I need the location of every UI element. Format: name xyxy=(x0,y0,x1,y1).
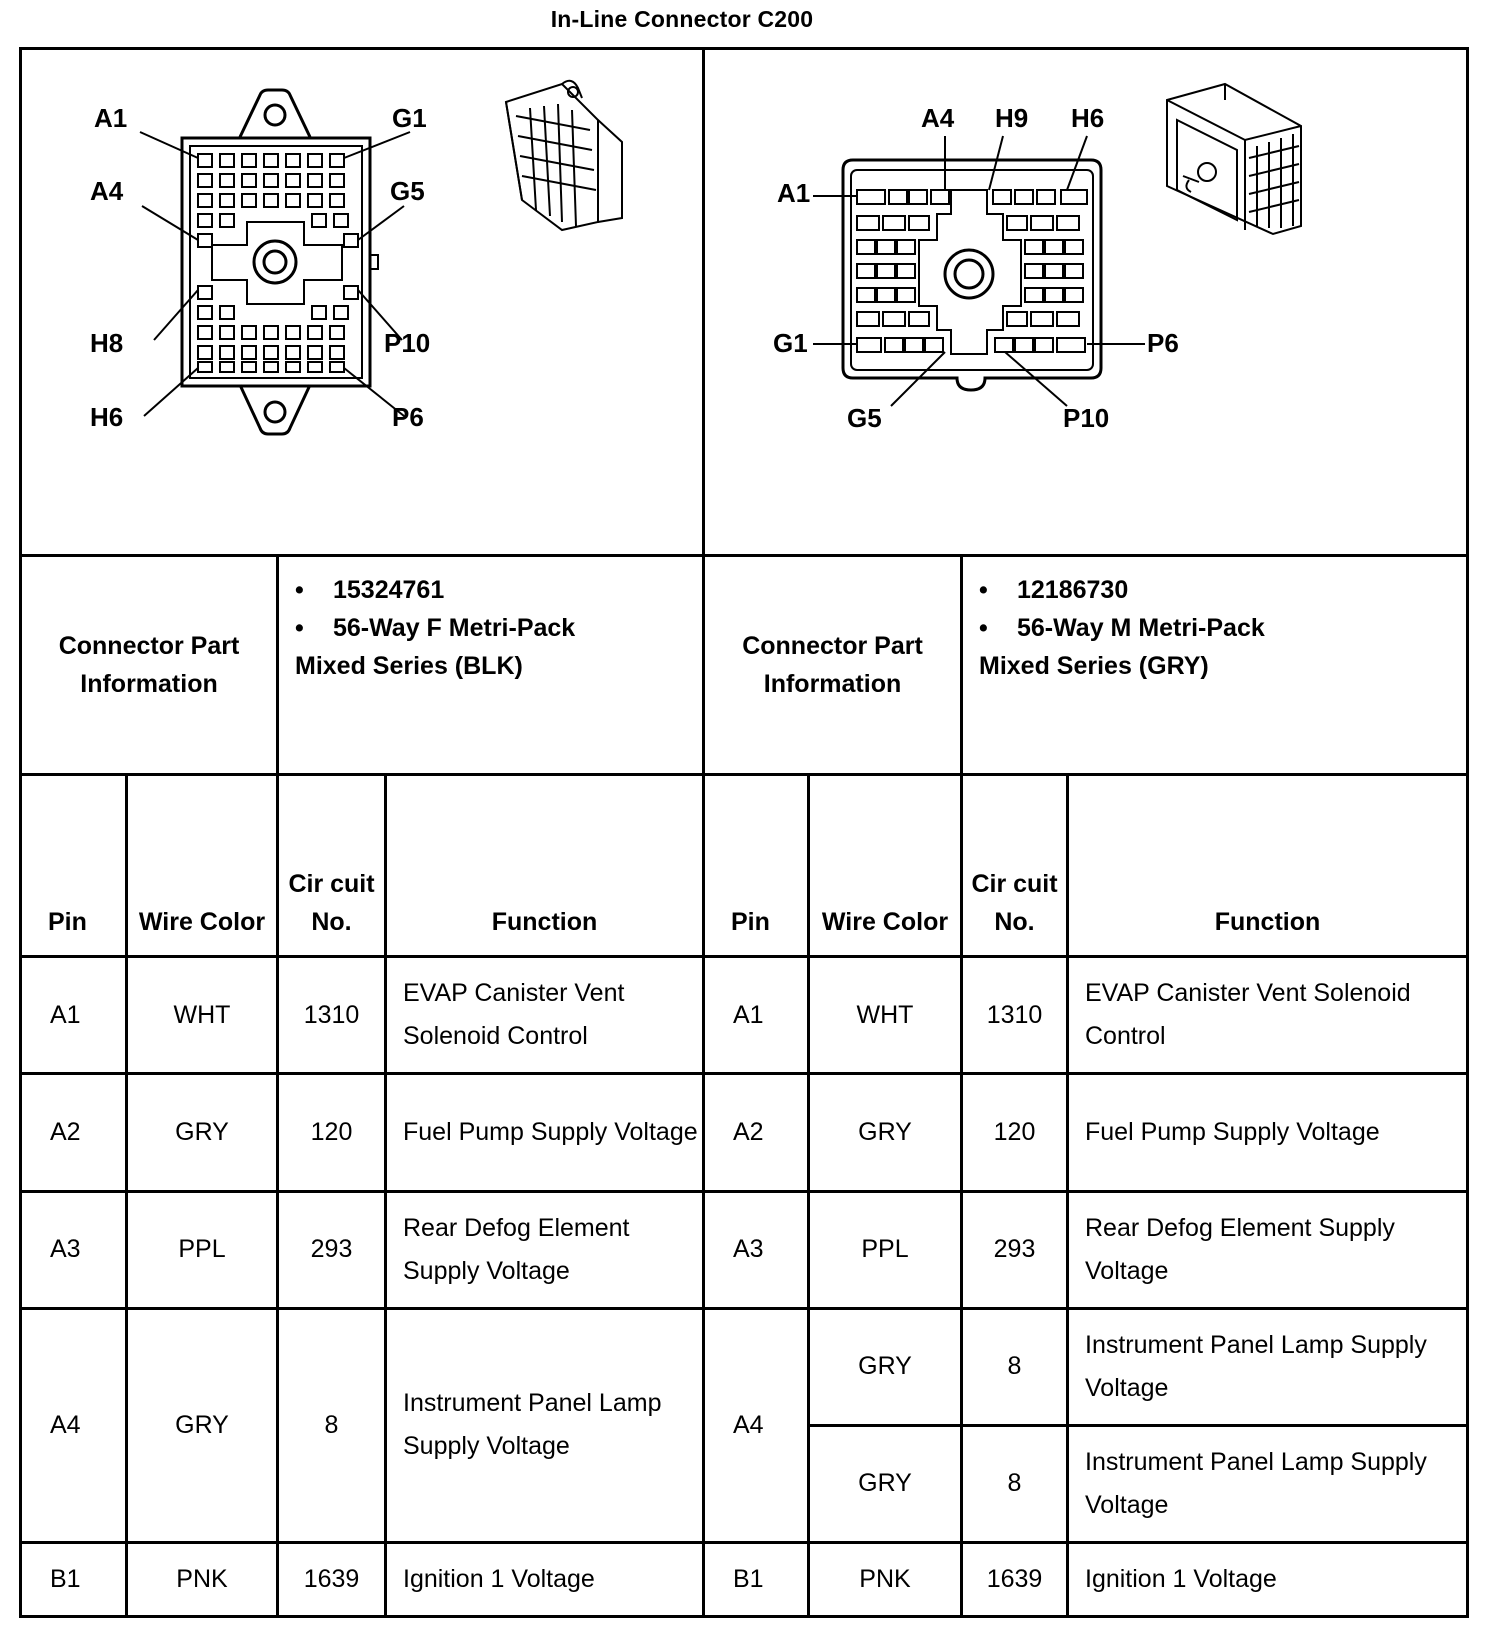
connector-3d-thumbnail xyxy=(506,81,622,230)
circuit-cell: 8 xyxy=(278,1308,386,1542)
pin-label-p6: P6 xyxy=(1147,328,1179,358)
circuit-cell: 120 xyxy=(962,1074,1068,1191)
function-cell: Ignition 1 Voltage xyxy=(1068,1542,1468,1616)
left-part-desc-2: Mixed Series (BLK) xyxy=(295,651,523,680)
left-part-info-label: Connector Part Information xyxy=(21,555,278,775)
pin-label-g1: G1 xyxy=(773,328,808,358)
pin-label-h6: H6 xyxy=(1071,103,1105,133)
circuit-cell: 1310 xyxy=(962,957,1068,1074)
right-part-info-label: Connector Part Information xyxy=(704,555,962,775)
pin-cell: A2 xyxy=(21,1074,127,1191)
header-circuit: Cir cuit No. xyxy=(962,775,1068,957)
right-part-desc-1: 56-Way M Metri-Pack xyxy=(1017,613,1265,642)
function-cell: Instrument Panel Lamp Supply Voltage xyxy=(1068,1425,1468,1542)
pin-label-p6: P6 xyxy=(392,402,424,432)
male-connector-drawing xyxy=(705,50,1389,523)
function-cell: Instrument Panel Lamp Supply Voltage xyxy=(386,1308,704,1542)
wire-color-cell: GRY xyxy=(809,1074,962,1191)
header-pin: Pin xyxy=(21,775,127,957)
wire-color-cell: WHT xyxy=(809,957,962,1074)
wire-color-cell: PNK xyxy=(127,1542,278,1616)
pin-label-h8: H8 xyxy=(90,328,124,358)
pin-cell: A3 xyxy=(704,1191,809,1308)
pin-label-a4: A4 xyxy=(90,176,124,206)
pin-label-h6: H6 xyxy=(90,402,124,432)
pin-cell: B1 xyxy=(704,1542,809,1616)
right-part-desc-2: Mixed Series (GRY) xyxy=(979,651,1209,680)
wire-color-cell: GRY xyxy=(127,1308,278,1542)
wire-color-cell: PNK xyxy=(809,1542,962,1616)
wire-color-cell: PPL xyxy=(127,1191,278,1308)
pin-label-a1: A1 xyxy=(94,103,128,133)
left-part-number: 15324761 xyxy=(333,575,445,604)
circuit-cell: 8 xyxy=(962,1308,1068,1425)
pin-label-p10: P10 xyxy=(1063,403,1110,433)
wire-color-cell: GRY xyxy=(127,1074,278,1191)
header-pin: Pin xyxy=(704,775,809,957)
circuit-cell: 293 xyxy=(278,1191,386,1308)
pin-label-g5: G5 xyxy=(847,403,882,433)
circuit-cell: 293 xyxy=(962,1191,1068,1308)
header-circuit: Cir cuit No. xyxy=(278,775,386,957)
circuit-cell: 1310 xyxy=(278,957,386,1074)
pin-label-a1: A1 xyxy=(777,178,811,208)
wire-color-cell: GRY xyxy=(809,1308,962,1425)
left-part-info: • 15324761 • 56-Way F Metri-Pack Mixed Series (BLK) xyxy=(278,555,704,775)
wire-color-cell: PPL xyxy=(809,1191,962,1308)
header-row xyxy=(21,775,1468,957)
table-row xyxy=(21,957,1468,1074)
right-connector-diagram xyxy=(704,49,1468,556)
pin-label-g1: G1 xyxy=(392,103,427,133)
function-cell: Rear Defog Element Supply Voltage xyxy=(1068,1191,1468,1308)
pin-cell: B1 xyxy=(21,1542,127,1616)
circuit-cell: 1639 xyxy=(278,1542,386,1616)
wire-color-cell: GRY xyxy=(809,1425,962,1542)
function-cell: Ignition 1 Voltage xyxy=(386,1542,704,1616)
pin-label-g5: G5 xyxy=(390,176,425,206)
connector-3d-thumbnail xyxy=(1167,84,1301,234)
circuit-cell: 8 xyxy=(962,1425,1068,1542)
wire-color-cell: WHT xyxy=(127,957,278,1074)
table-row xyxy=(21,1308,1468,1425)
connector-table xyxy=(19,47,1469,1618)
function-cell: Instrument Panel Lamp Supply Voltage xyxy=(1068,1308,1468,1425)
table-row xyxy=(21,1542,1468,1616)
pin-cell: A2 xyxy=(704,1074,809,1191)
pin-cell: A4 xyxy=(21,1308,127,1542)
pin-cell: A3 xyxy=(21,1191,127,1308)
pin-label-p10: P10 xyxy=(384,328,431,358)
circuit-cell: 1639 xyxy=(962,1542,1068,1616)
right-part-number: 12186730 xyxy=(1017,575,1129,604)
left-part-desc-1: 56-Way F Metri-Pack xyxy=(333,613,576,642)
header-wire-color: Wire Color xyxy=(809,775,962,957)
left-connector-diagram xyxy=(21,49,704,556)
circuit-cell: 120 xyxy=(278,1074,386,1191)
header-function: Function xyxy=(386,775,704,957)
header-function: Function xyxy=(1068,775,1468,957)
table-row xyxy=(21,1191,1468,1308)
pin-cell: A4 xyxy=(704,1308,809,1542)
function-cell: EVAP Canister Vent Solenoid Control xyxy=(1068,957,1468,1074)
right-part-info: • 12186730 • 56-Way M Metri-Pack Mixed Series (GRY) xyxy=(962,555,1468,775)
function-cell: Fuel Pump Supply Voltage xyxy=(1068,1074,1468,1191)
pin-label-h9: H9 xyxy=(995,103,1029,133)
function-cell: Rear Defog Element Supply Voltage xyxy=(386,1191,704,1308)
table-row xyxy=(21,1074,1468,1191)
female-connector-drawing xyxy=(22,50,705,523)
function-cell: Fuel Pump Supply Voltage xyxy=(386,1074,704,1191)
page-title: In-Line Connector C200 xyxy=(550,6,814,32)
pin-cell: A1 xyxy=(21,957,127,1074)
pin-cell: A1 xyxy=(704,957,809,1074)
function-cell: EVAP Canister Vent Solenoid Control xyxy=(386,957,704,1074)
header-wire-color: Wire Color xyxy=(127,775,278,957)
pin-label-a4: A4 xyxy=(921,103,955,133)
